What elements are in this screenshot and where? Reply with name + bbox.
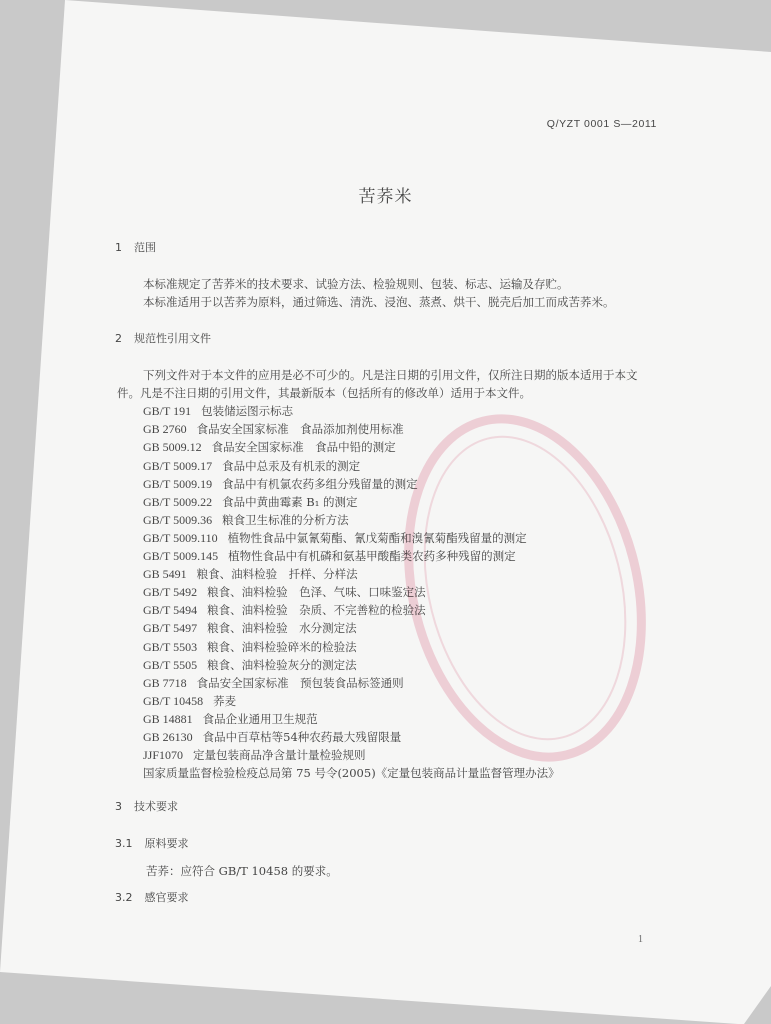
reference-title: 粮食、油料检验碎米的检验法 [207, 640, 357, 654]
reference-item [143, 475, 418, 493]
reference-item [143, 656, 357, 674]
document-title: 苦荞米 [358, 187, 413, 207]
reference-code: GB 5491 [143, 567, 187, 581]
subsection-heading-raw-material [115, 835, 189, 853]
subsection-number: 3.1 [115, 837, 133, 850]
reference-item [143, 565, 358, 583]
reference-title: 食品中百草枯等54种农药最大残留限量 [202, 730, 402, 744]
page-number: 1 [638, 934, 643, 945]
reference-code: GB 2760 [143, 422, 187, 436]
section-title: 技术要求 [134, 800, 178, 813]
reference-code: GB/T 191 [143, 404, 192, 418]
reference-item [143, 583, 426, 601]
reference-title: 植物性食品中有机磷和氨基甲酸酯类农药多种残留的测定 [228, 549, 516, 563]
subsection-title: 原料要求 [144, 837, 189, 850]
scan-margin-left [0, 0, 65, 972]
section-heading-normative-references [115, 330, 211, 348]
reference-item [143, 511, 349, 529]
paragraph-line: 件。凡是不注日期的引用文件，其最新版本（包括所有的修改单）适用于本文件。 [117, 386, 531, 400]
reference-item [143, 420, 404, 438]
reference-title: 荞麦 [213, 694, 237, 708]
reference-item [143, 601, 426, 619]
reference-code: GB 26130 [143, 730, 193, 744]
reference-title: 粮食卫生标准的分析方法 [222, 513, 349, 527]
paragraph-line: 下列文件对于本文件的应用是必不可少的。凡是注日期的引用文件，仅所注日期的版本适用于本文 [143, 368, 638, 382]
reference-title: 食品中有机氯农药多组分残留量的测定 [222, 477, 418, 491]
reference-title: 粮食、油料检验 扦样、分样法 [196, 567, 358, 581]
reference-title: 食品中黄曲霉素 B₁ 的测定 [222, 495, 358, 509]
reference-title: 食品安全国家标准 预包装食品标签通则 [196, 676, 404, 690]
scan-margin-bottom-right [744, 986, 771, 1024]
scan-margin-top [65, 0, 771, 52]
reference-code: GB/T 5494 [143, 603, 198, 617]
scan-margin-bottom [0, 972, 738, 1024]
reference-code: GB/T 5009.145 [143, 549, 219, 563]
reference-code: GB/T 5497 [143, 621, 198, 635]
reference-title: 包装储运图示标志 [201, 404, 294, 418]
reference-item [143, 638, 357, 656]
reference-title: 粮食、油料检验 色泽、气味、口味鉴定法 [207, 585, 426, 599]
reference-item [143, 746, 366, 764]
reference-item [143, 619, 357, 637]
reference-item [143, 728, 401, 746]
reference-title: 植物性食品中氯氰菊酯、氰戊菊酯和溴氰菊酯残留量的测定 [227, 531, 527, 545]
reference-code: GB 5009.12 [143, 440, 202, 454]
reference-item [143, 710, 318, 728]
subsection-heading-sensory [115, 889, 189, 907]
reference-item [143, 438, 396, 456]
section-heading-scope [115, 239, 156, 257]
reference-code: GB/T 5492 [143, 585, 198, 599]
reference-code: GB/T 5009.22 [143, 495, 213, 509]
paragraph: 苦荞：应符合 GB/T 10458 的要求。 [146, 864, 338, 878]
reference-code: GB/T 5503 [143, 640, 198, 654]
reference-title: 粮食、油料检验灰分的测定法 [207, 658, 357, 672]
reference-item [143, 402, 293, 420]
section-number: 1 [115, 241, 122, 254]
subsection-title: 感官要求 [144, 891, 189, 904]
reference-title: 食品安全国家标准 食品中铅的测定 [211, 440, 396, 454]
reference-title: 食品安全国家标准 食品添加剂使用标准 [196, 422, 404, 436]
reference-code: GB/T 5009.36 [143, 513, 213, 527]
subsection-number: 3.2 [115, 891, 133, 904]
reference-title: 食品中总汞及有机汞的测定 [222, 459, 361, 473]
reference-item [143, 674, 404, 692]
reference-item [143, 529, 527, 547]
reference-item [143, 547, 516, 565]
reference-title: 定量包装商品净含量计量检验规则 [193, 748, 366, 762]
section-number: 3 [115, 800, 122, 813]
section-title: 范围 [134, 241, 156, 254]
reference-code: GB 14881 [143, 712, 193, 726]
reference-code: GB/T 10458 [143, 694, 204, 708]
reference-code: GB/T 5009.110 [143, 531, 218, 545]
reference-code: JJF1070 [143, 748, 184, 762]
reference-title: 食品企业通用卫生规范 [202, 712, 318, 726]
reference-item [143, 457, 360, 475]
section-title: 规范性引用文件 [134, 332, 211, 345]
section-number: 2 [115, 332, 122, 345]
reference-code: GB 7718 [143, 676, 187, 690]
reference-regulation: 国家质量监督检验检疫总局第 75 号令(2005)《定量包装商品计量监督管理办法》 [143, 766, 560, 780]
reference-title: 粮食、油料检验 水分测定法 [207, 621, 357, 635]
reference-code: GB/T 5505 [143, 658, 198, 672]
reference-item [143, 692, 236, 710]
document-code: Q/YZT 0001 S—2011 [546, 118, 657, 130]
reference-item [143, 493, 358, 511]
reference-title: 粮食、油料检验 杂质、不完善粒的检验法 [207, 603, 426, 617]
reference-code: GB/T 5009.17 [143, 459, 213, 473]
section-heading-technical-requirements [115, 798, 178, 816]
paragraph: 本标准适用于以苦荞为原料，通过筛选、清洗、浸泡、蒸煮、烘干、脱壳后加工而成苦荞米。 [143, 295, 615, 309]
paragraph: 本标准规定了苦荞米的技术要求、试验方法、检验规则、包装、标志、运输及存贮。 [143, 277, 569, 291]
reference-code: GB/T 5009.19 [143, 477, 213, 491]
